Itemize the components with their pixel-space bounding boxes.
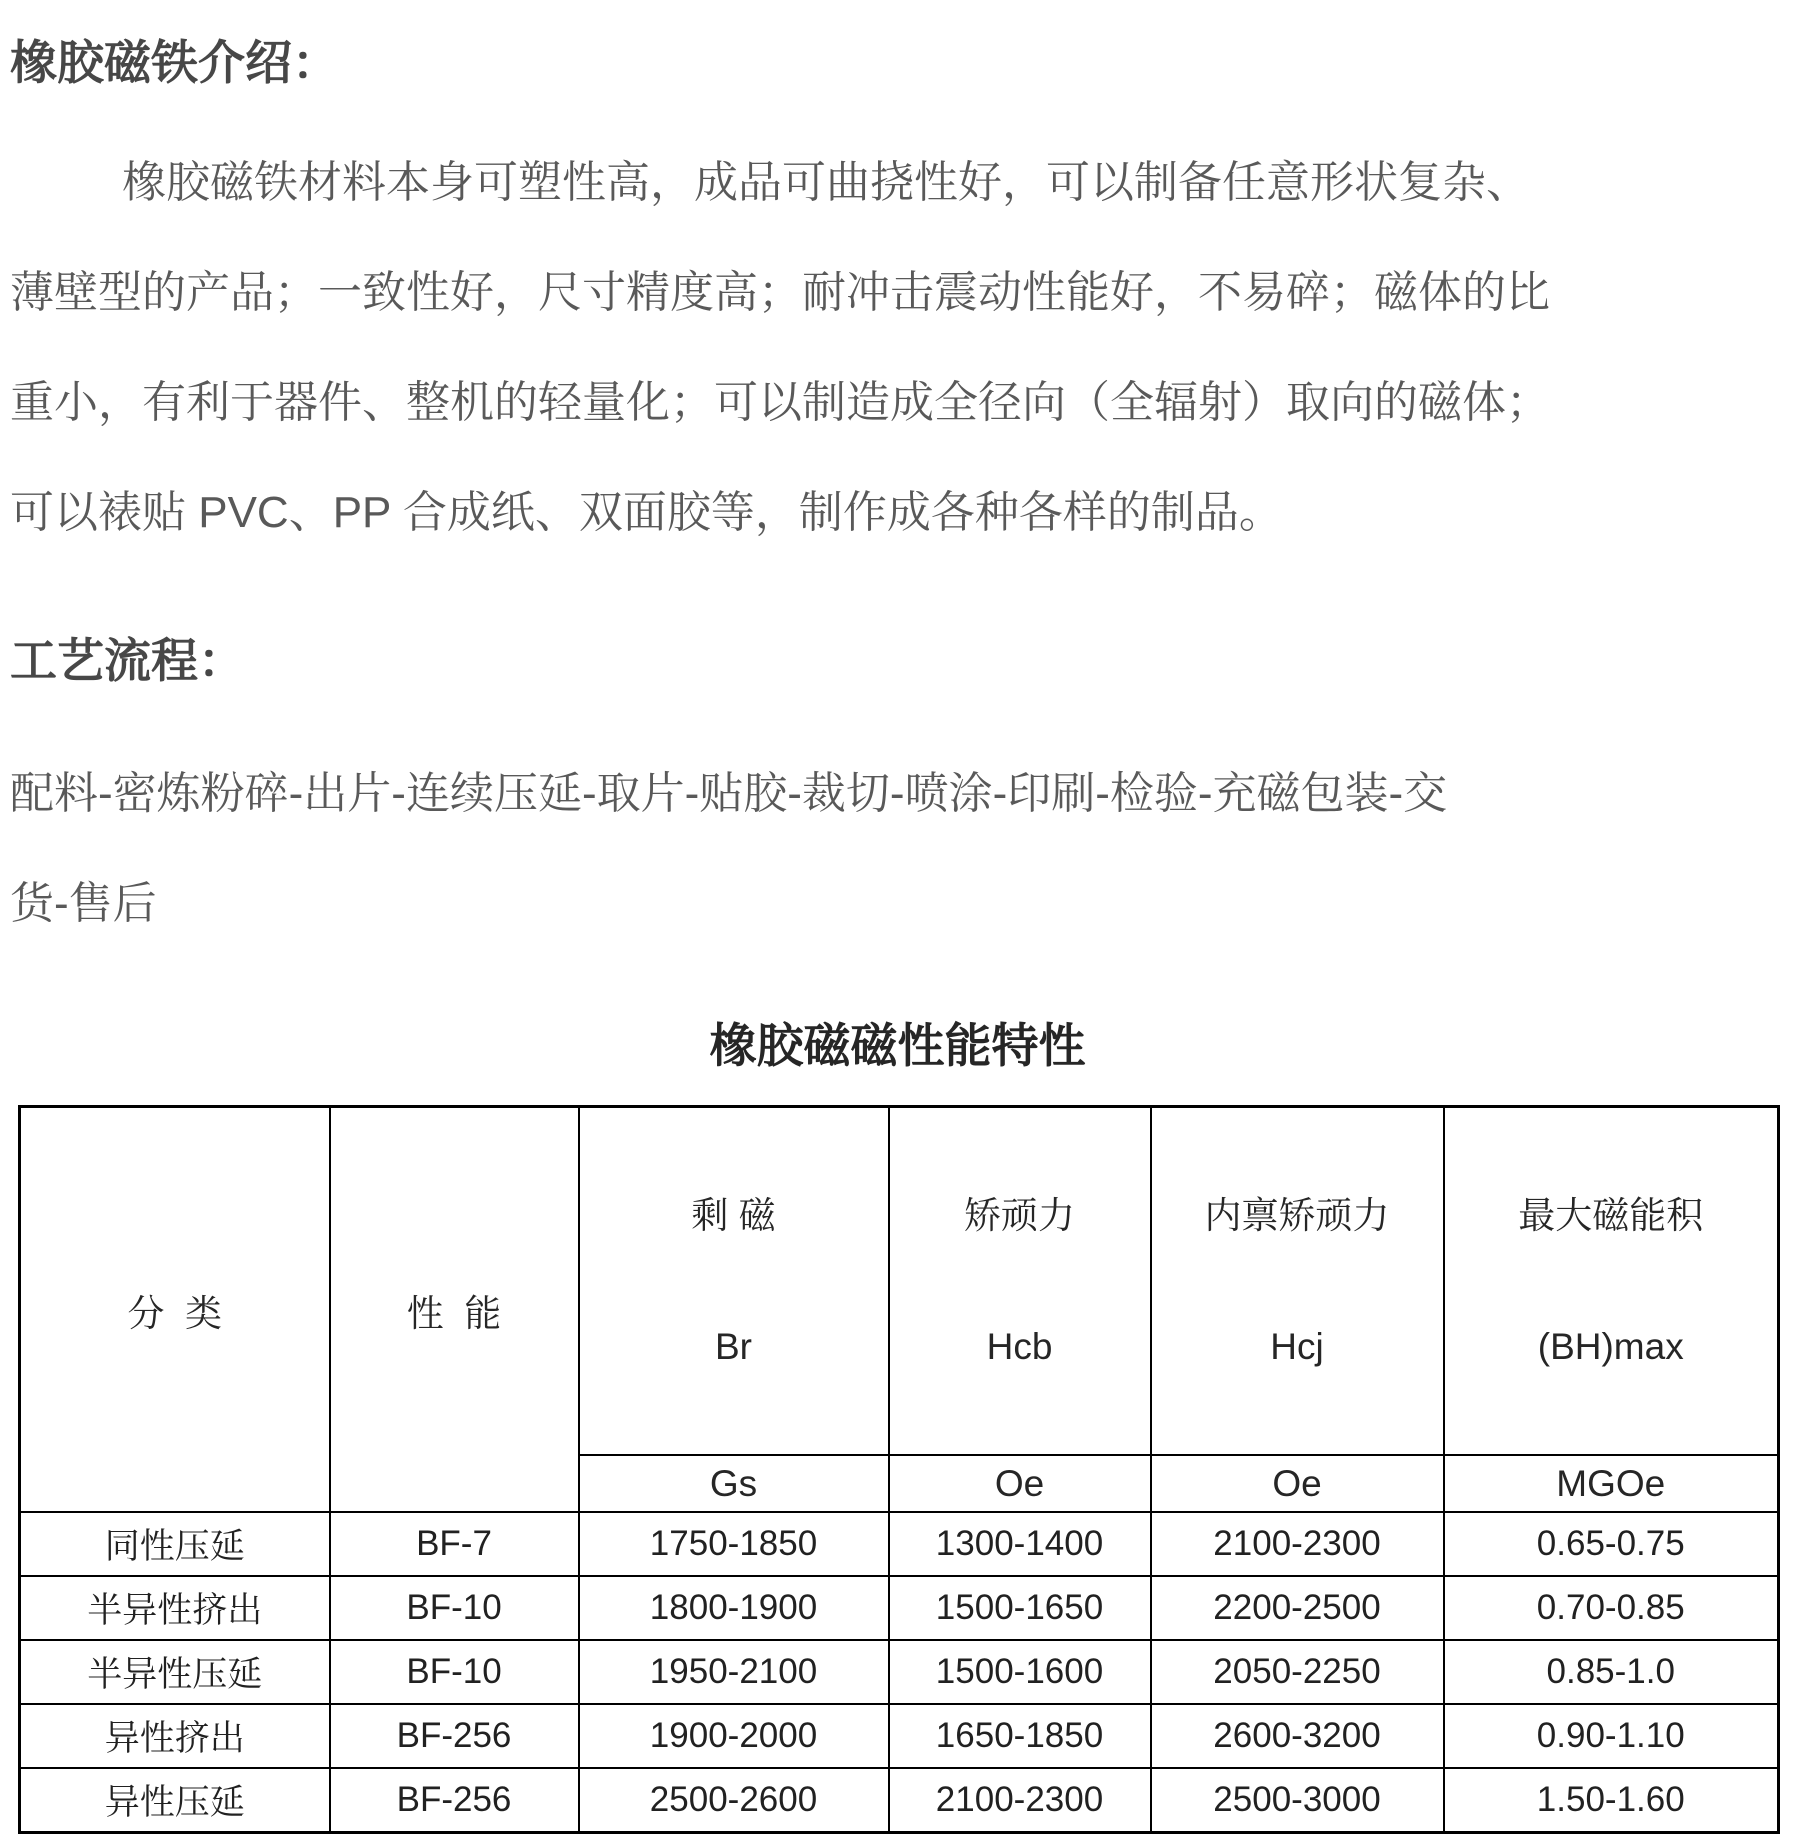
cell-hcj: 2600-3200 <box>1151 1704 1444 1768</box>
cell-grade: BF-7 <box>330 1512 579 1576</box>
cell-bhmax: 0.70-0.85 <box>1444 1576 1779 1640</box>
process-flow-line: 配料-密炼粉碎-出片-连续压延-取片-贴胶-裁切-喷涂-印刷-检验-充磁包装-交 <box>10 769 1448 818</box>
cell-bhmax: 0.90-1.10 <box>1444 1704 1779 1768</box>
performance-table <box>18 1105 1780 1834</box>
cell-category: 异性压延 <box>20 1768 330 1832</box>
cell-category: 同性压延 <box>20 1512 330 1576</box>
unit-mgoe: MGOe <box>1444 1455 1779 1512</box>
table-row <box>20 1704 1779 1768</box>
header-max-energy-product <box>1444 1107 1779 1456</box>
unit-gs: Gs <box>579 1455 889 1512</box>
unit-oe-hcj: Oe <box>1151 1455 1444 1512</box>
intro-heading: 橡胶磁铁介绍： <box>10 36 339 89</box>
cell-bhmax: 0.65-0.75 <box>1444 1512 1779 1576</box>
cell-br: 2500-2600 <box>579 1768 889 1832</box>
process-heading: 工艺流程： <box>10 634 245 687</box>
header-remanence <box>579 1107 889 1456</box>
unit-oe-hcb: Oe <box>889 1455 1151 1512</box>
header-category: 分 类 <box>20 1107 330 1513</box>
cell-bhmax: 1.50-1.60 <box>1444 1768 1779 1832</box>
process-flow-paragraph <box>10 739 1793 959</box>
paragraph-line: 薄壁型的产品；一致性好，尺寸精度高；耐冲击震动性能好，不易碎；磁体的比 <box>10 268 1550 317</box>
cell-hcj: 2200-2500 <box>1151 1576 1444 1640</box>
cell-category: 半异性压延 <box>20 1640 330 1704</box>
table-row <box>20 1640 1779 1704</box>
cell-hcj: 2100-2300 <box>1151 1512 1444 1576</box>
cell-grade: BF-10 <box>330 1576 579 1640</box>
header-coercivity-symbol: Hcb <box>986 1326 1053 1367</box>
header-remanence-symbol: Br <box>715 1326 752 1367</box>
cell-br: 1950-2100 <box>579 1640 889 1704</box>
header-intrinsic-coercivity-name: 内禀矫顽力 <box>1204 1195 1390 1236</box>
header-intrinsic-coercivity <box>1151 1107 1444 1456</box>
intro-paragraph <box>10 128 1793 568</box>
cell-hcj: 2050-2250 <box>1151 1640 1444 1704</box>
cell-bhmax: 0.85-1.0 <box>1444 1640 1779 1704</box>
cell-br: 1750-1850 <box>579 1512 889 1576</box>
header-remanence-name: 剩 磁 <box>691 1195 776 1236</box>
header-intrinsic-coercivity-symbol: Hcj <box>1270 1326 1324 1367</box>
table-header-row <box>20 1107 1779 1456</box>
cell-category: 异性挤出 <box>20 1704 330 1768</box>
cell-grade: BF-256 <box>330 1704 579 1768</box>
header-coercivity <box>889 1107 1151 1456</box>
cell-hcb: 1500-1600 <box>889 1640 1151 1704</box>
cell-hcb: 1500-1650 <box>889 1576 1151 1640</box>
process-flow-line: 货-售后 <box>10 879 157 928</box>
header-max-energy-product-name: 最大磁能积 <box>1518 1195 1704 1236</box>
header-max-energy-product-symbol: (BH)max <box>1537 1326 1684 1367</box>
header-coercivity-name: 矫顽力 <box>964 1195 1075 1236</box>
cell-grade: BF-10 <box>330 1640 579 1704</box>
table-title: 橡胶磁磁性能特性 <box>709 1019 1086 1072</box>
table-row <box>20 1512 1779 1576</box>
cell-hcb: 1650-1850 <box>889 1704 1151 1768</box>
paragraph-line: 重小，有利于器件、整机的轻量化；可以制造成全径向（全辐射）取向的磁体； <box>10 378 1550 427</box>
cell-hcb: 2100-2300 <box>889 1768 1151 1832</box>
cell-br: 1900-2000 <box>579 1704 889 1768</box>
cell-category: 半异性挤出 <box>20 1576 330 1640</box>
paragraph-line: 橡胶磁铁材料本身可塑性高，成品可曲挠性好，可以制备任意形状复杂、 <box>122 158 1530 207</box>
cell-grade: BF-256 <box>330 1768 579 1832</box>
paragraph-line: 可以裱贴 PVC、PP 合成纸、双面胶等，制作成各种各样的制品。 <box>10 488 1283 537</box>
cell-hcb: 1300-1400 <box>889 1512 1151 1576</box>
header-property: 性 能 <box>330 1107 579 1513</box>
cell-hcj: 2500-3000 <box>1151 1768 1444 1832</box>
table-row <box>20 1768 1779 1832</box>
cell-br: 1800-1900 <box>579 1576 889 1640</box>
table-row <box>20 1576 1779 1640</box>
